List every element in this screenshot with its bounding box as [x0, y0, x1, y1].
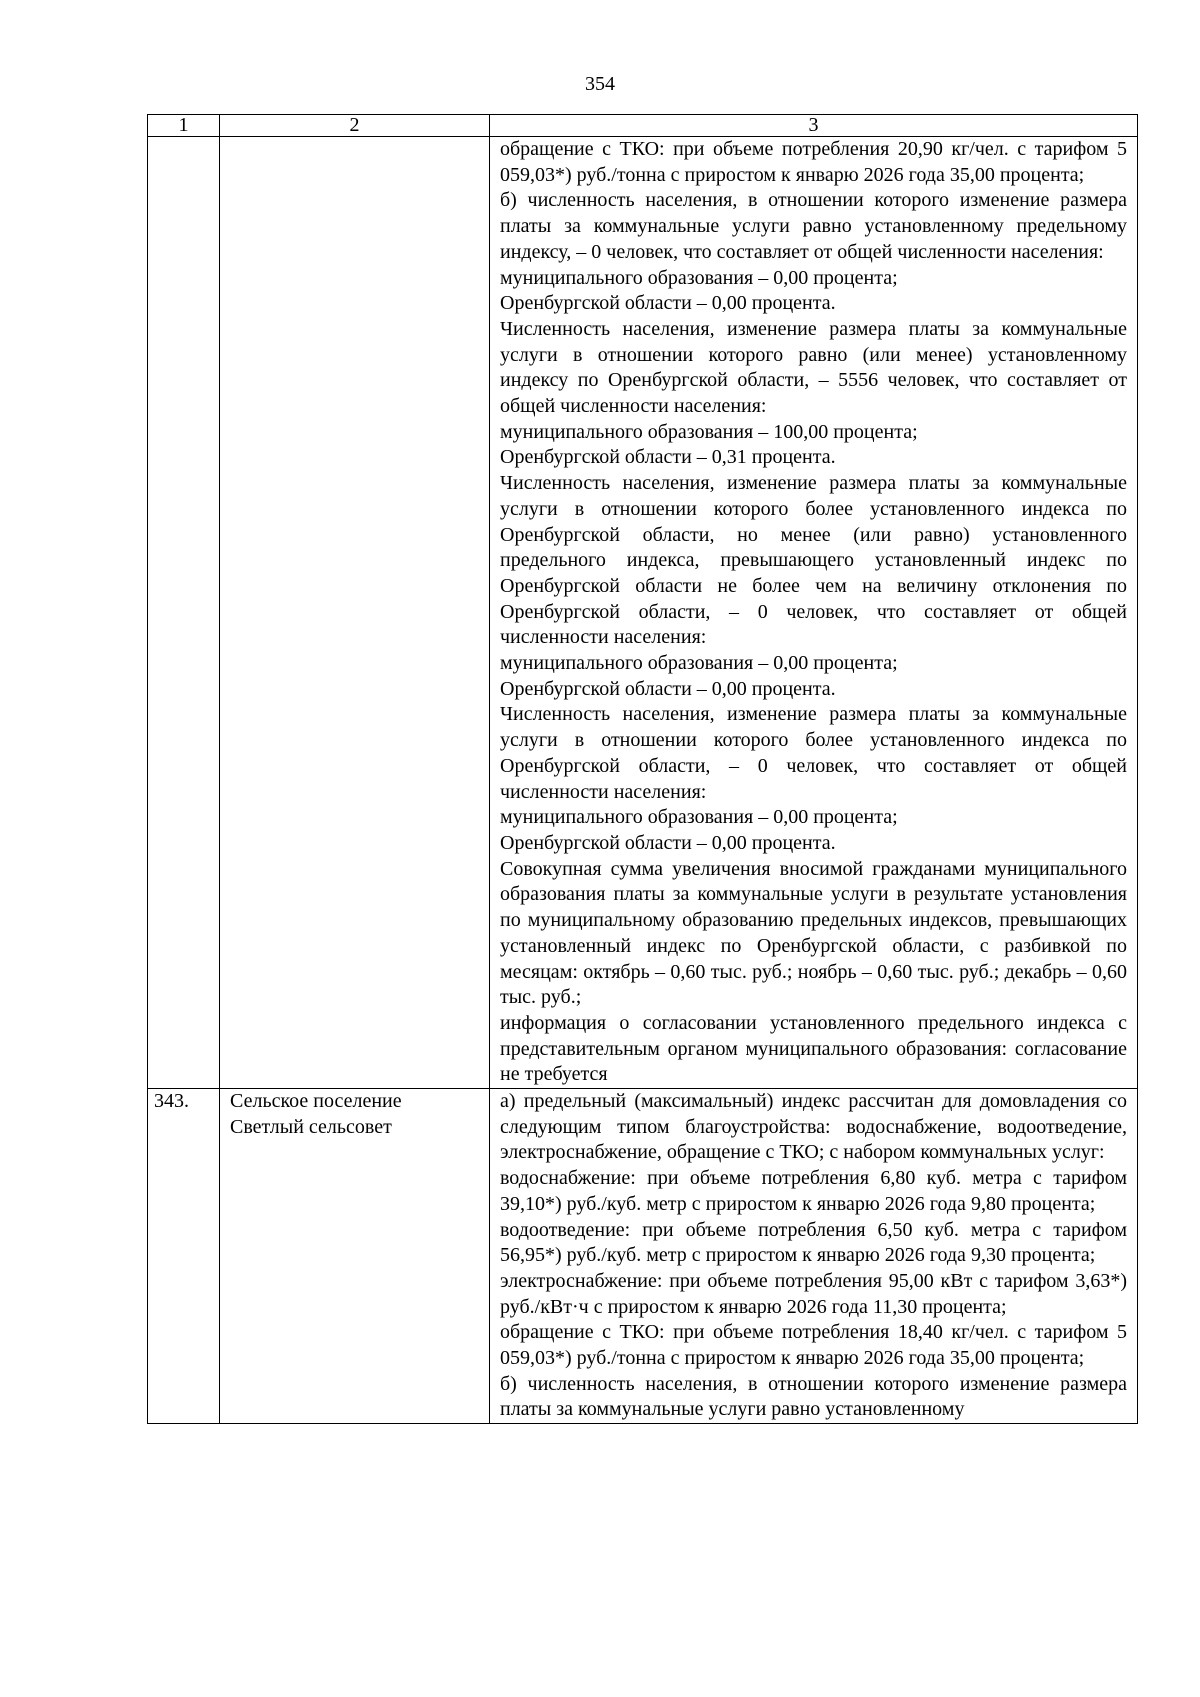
table-row	[148, 137, 1138, 1089]
paragraph: электроснабжение: при объеме потребления 95,00 кВт с тарифом 3,63*) руб./кВт·ч с приростом к январю 2026 года 11,30 процента;	[500, 1269, 1127, 1318]
table-row	[148, 1089, 1138, 1424]
municipality-name-line: Сельское поселение	[230, 1090, 402, 1113]
description-cell	[490, 137, 1138, 1089]
row-number-cell: 343.	[148, 1089, 220, 1424]
paragraph: а) предельный (максимальный) индекс рассчитан для домовладения со следующим типом благоустройства: водоснабжение, водоотведение, электроснабжение, обращение с ТКО; с набором коммунальных услуг:	[500, 1090, 1127, 1164]
municipality-cell	[220, 137, 490, 1089]
table-header-row	[148, 115, 1138, 137]
paragraph: информация о согласовании установленного предельного индекса с представительным органом муниципального образования: согласование не требуется	[500, 1011, 1127, 1086]
paragraph: муниципального образования – 0,00 процента;	[500, 806, 898, 829]
paragraph: обращение с ТКО: при объеме потребления 20,90 кг/чел. с тарифом 5 059,03*) руб./тонна с приростом к январю 2026 года 35,00 процента;	[500, 138, 1127, 186]
paragraph: водоснабжение: при объеме потребления 6,80 куб. метра с тарифом 39,10*) руб./куб. метр с приростом к январю 2026 года 9,80 процента;	[500, 1167, 1127, 1215]
paragraph: Оренбургской области – 0,31 процента.	[500, 446, 836, 469]
paragraph: б) численность населения, в отношении которого изменение размера платы за коммунальные услуги равно установленному	[500, 1372, 1127, 1421]
paragraph: Оренбургской области – 0,00 процента.	[500, 677, 836, 700]
column-header-3: 3	[490, 115, 1138, 137]
page-number: 354	[585, 73, 615, 95]
data-table	[147, 114, 1138, 1424]
paragraph: Оренбургской области – 0,00 процента.	[500, 292, 836, 315]
description-cell	[490, 1089, 1138, 1424]
paragraph: Оренбургской области – 0,00 процента.	[500, 831, 836, 854]
paragraph: обращение с ТКО: при объеме потребления 18,40 кг/чел. с тарифом 5 059,03*) руб./тонна с приростом к январю 2026 года 35,00 процента;	[500, 1321, 1127, 1370]
column-header-2: 2	[220, 115, 490, 137]
paragraph: муниципального образования – 0,00 процента;	[500, 266, 898, 289]
paragraph: муниципального образования – 100,00 процента;	[500, 420, 918, 443]
paragraph: водоотведение: при объеме потребления 6,50 куб. метра с тарифом 56,95*) руб./куб. метр с приростом к январю 2026 года 9,30 процента;	[500, 1218, 1127, 1267]
paragraph: б) численность населения, в отношении которого изменение размера платы за коммунальные услуги равно установленному предельному индексу, – 0 человек, что составляет от общей численности населения:	[500, 189, 1127, 263]
municipality-cell	[220, 1089, 490, 1424]
paragraph: муниципального образования – 0,00 процента;	[500, 652, 898, 675]
municipality-name-line: Светлый сельсовет	[230, 1115, 392, 1138]
paragraph: Численность населения, изменение размера платы за коммунальные услуги в отношении которого более установленного индекса по Оренбургской области, но менее (или равно) установленного предельного индекса, превышающего установленный индекс по Оренбургской области не более чем на величину отклонения по Оренбургской области, – 0 человек, что составляет от общей численности населения:	[500, 472, 1127, 649]
column-header-1: 1	[148, 115, 220, 137]
paragraph: Численность населения, изменение размера платы за коммунальные услуги в отношении которого равно (или менее) установленному индексу по Оренбургской области, – 5556 человек, что составляет от общей численности населения:	[500, 317, 1127, 418]
paragraph: Численность населения, изменение размера платы за коммунальные услуги в отношении которого более установленного индекса по Оренбургской области, – 0 человек, что составляет от общей численности населения:	[500, 703, 1127, 803]
paragraph: Совокупная сумма увеличения вносимой гражданами муниципального образования платы за коммунальные услуги в результате установления по муниципальному образованию предельных индексов, превышающих установленный индекс по Оренбургской области, с разбивкой по месяцам: октябрь – 0,60 тыс. руб.; ноябрь – 0,60 тыс. руб.; декабрь – 0,60 тыс. руб.;	[500, 857, 1127, 1009]
row-number-cell	[148, 137, 220, 1089]
